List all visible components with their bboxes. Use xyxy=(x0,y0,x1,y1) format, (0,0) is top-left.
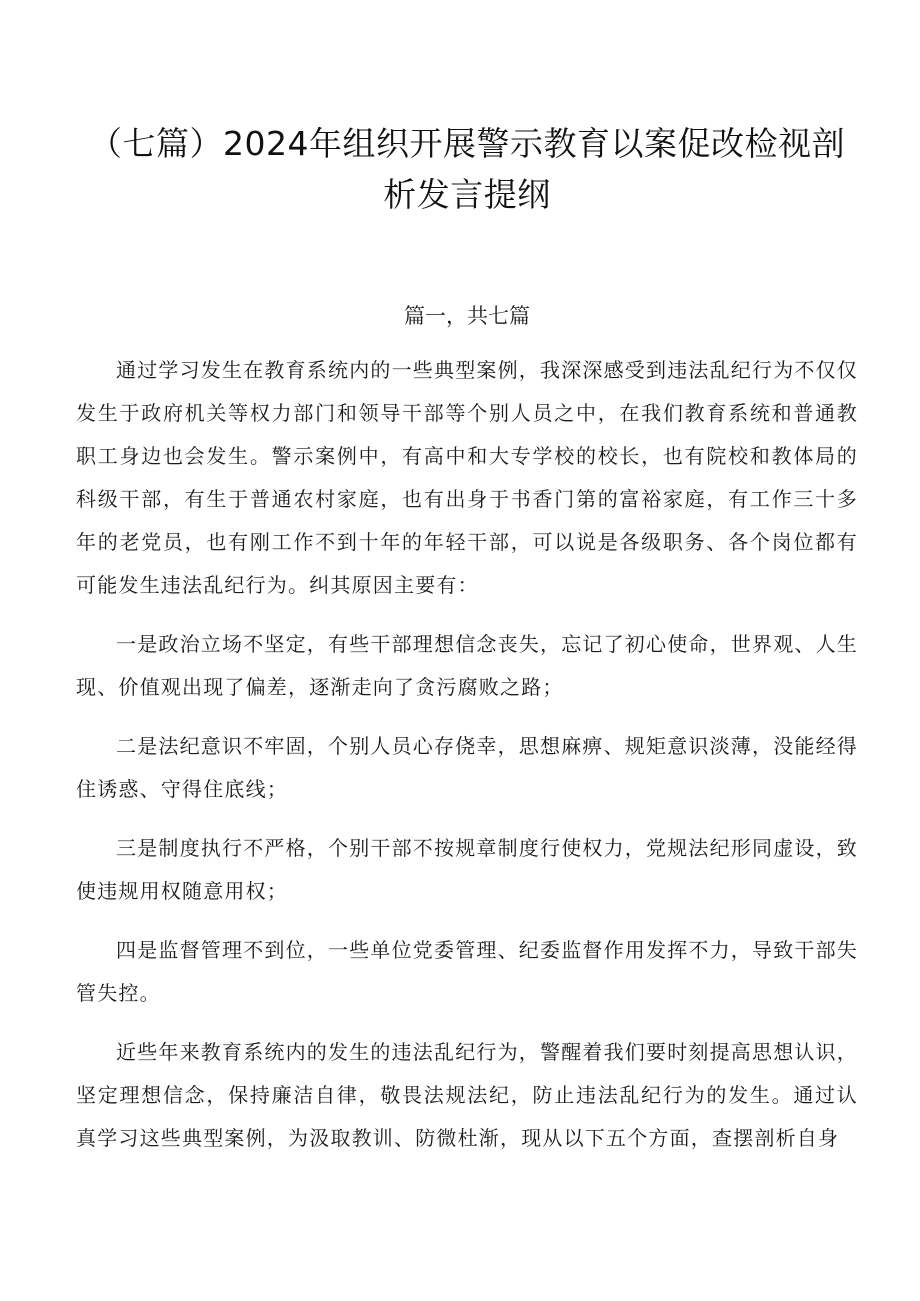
document-title-line-2: 析发言提纲 xyxy=(383,175,551,214)
paragraph-reason-1: 一是政治立场不坚定，有些干部理想信念丧失，忘记了初心使命，世界观、人生现、价值观出现了偏差，逐渐走向了贪污腐败之路； xyxy=(76,632,858,699)
paragraph-reason-4: 四是监督管理不到位，一些单位党委管理、纪委监督作用发挥不力，导致干部失管失控。 xyxy=(76,938,858,1005)
document-title xyxy=(76,118,858,220)
section-heading: 篇一，共七篇 xyxy=(404,304,530,328)
paragraph-conclusion: 近些年来教育系统内的发生的违法乱纪行为，警醒着我们要时刻提高思想认识，坚定理想信念，保持廉洁自律，敬畏法规法纪，防止违法乱纪行为的发生。通过认真学习这些典型案例，为汲取教训、防微杜渐，现从以下五个方面，查摆剖析自身 xyxy=(76,1040,858,1150)
document-title-line-1: （七篇）2024年组织开展警示教育以案促改检视剖 xyxy=(89,124,845,163)
paragraph-reason-2: 二是法纪意识不牢固，个别人员心存侥幸，思想麻痹、规矩意识淡薄，没能经得住诱惑、守得住底线； xyxy=(76,734,858,801)
paragraph-intro: 通过学习发生在教育系统内的一些典型案例，我深深感受到违法乱纪行为不仅仅发生于政府机关等权力部门和领导干部等个别人员之中，在我们教育系统和普通教职工身边也会发生。警示案例中，有高中和大专学校的校长，也有院校和教体局的科级干部，有生于普通农村家庭，也有出身于书香门第的富裕家庭，有工作三十多年的老党员，也有刚工作不到十年的年轻干部，可以说是各级职务、各个岗位都有可能发生违法乱纪行为。纠其原因主要有： xyxy=(76,358,858,597)
paragraph-reason-3: 三是制度执行不严格，个别干部不按规章制度行使权力，党规法纪形同虚设，致使违规用权随意用权； xyxy=(76,836,858,903)
